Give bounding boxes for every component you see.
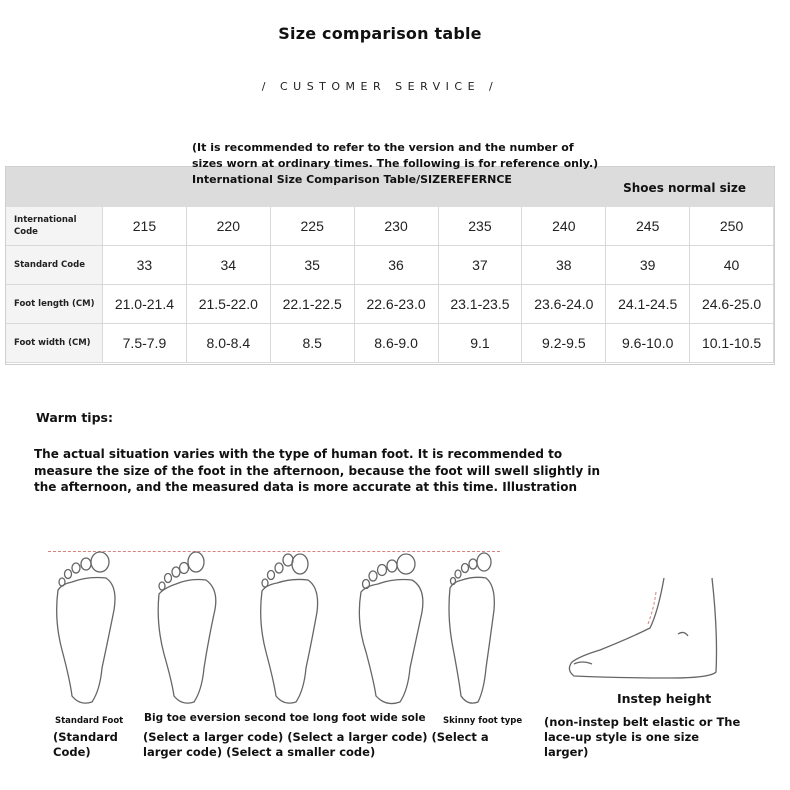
instep-height-title: Instep height: [617, 691, 712, 706]
table-cell: 8.6-9.0: [355, 324, 439, 363]
table-cell: 8.5: [271, 324, 355, 363]
code-selection-notes: (Select a larger code) (Select a larger code) (Select a larger code) (Select a smaller code): [143, 730, 489, 759]
table-cell: 240: [522, 207, 606, 246]
middle-foot-types-label: Big toe eversion second toe long foot wide sole: [144, 712, 426, 724]
table-cell: 33: [103, 246, 187, 285]
wide-sole-foot-icon: [352, 550, 436, 710]
page-subtitle: / CUSTOMER SERVICE /: [261, 80, 499, 93]
table-cell: 23.1-23.5: [439, 285, 523, 324]
table-cell: 8.0-8.4: [187, 324, 271, 363]
table-cell: 215: [103, 207, 187, 246]
skinny-foot-label: Skinny foot type: [443, 716, 523, 726]
row-label: Foot length (CM): [6, 285, 103, 324]
table-cell: 24.6-25.0: [690, 285, 774, 324]
table-row: [6, 246, 774, 285]
table-cell: 35: [271, 246, 355, 285]
table-cell: 40: [690, 246, 774, 285]
skinny-foot-icon: [440, 550, 504, 710]
table-cell: 245: [606, 207, 690, 246]
second-toe-long-foot-icon: [252, 550, 332, 710]
table-cell: 7.5-7.9: [103, 324, 187, 363]
page-title: Size comparison table: [278, 24, 482, 43]
table-cell: 9.2-9.5: [522, 324, 606, 363]
table-cell: 38: [522, 246, 606, 285]
table-cell: 9.1: [439, 324, 523, 363]
table-cell: 36: [355, 246, 439, 285]
table-cell: 37: [439, 246, 523, 285]
table-row: [6, 207, 774, 246]
table-cell: 250: [690, 207, 774, 246]
table-cell: 22.6-23.0: [355, 285, 439, 324]
table-cell: 21.5-22.0: [187, 285, 271, 324]
table-cell: 9.6-10.0: [606, 324, 690, 363]
standard-code-note: (Standard Code): [53, 730, 118, 759]
table-cell: 225: [271, 207, 355, 246]
table-header-title: Shoes normal size: [623, 181, 746, 195]
table-cell: 21.0-21.4: [103, 285, 187, 324]
table-cell: 235: [439, 207, 523, 246]
row-label: Foot width (CM): [6, 324, 103, 363]
warm-tips-title: Warm tips:: [36, 410, 113, 425]
row-label: Standard Code: [6, 246, 103, 285]
size-table: [5, 166, 775, 365]
big-toe-eversion-foot-icon: [150, 550, 230, 710]
table-cell: 24.1-24.5: [606, 285, 690, 324]
warm-tips-text: The actual situation varies with the type of human foot. It is recommended to measure the size of the foot in the afternoon, because the foot will swell slightly in the afternoon, and the measured data is more accurate at this time. Illustration: [34, 447, 601, 494]
row-label: International Code: [6, 207, 103, 246]
table-cell: 34: [187, 246, 271, 285]
table-cell: 22.1-22.5: [271, 285, 355, 324]
table-cell: 230: [355, 207, 439, 246]
instep-foot-icon: [560, 572, 720, 684]
standard-foot-label: Standard Foot: [55, 716, 124, 726]
table-row: [6, 324, 774, 363]
table-row: [6, 285, 774, 324]
reference-note: (It is recommended to refer to the version and the number of sizes worn at ordinary times. The following is for reference only.) International Size Comparison Table/SIZEREFERNCE: [192, 141, 599, 186]
instep-note: (non-instep belt elastic or The lace-up style is one size larger): [544, 715, 741, 759]
standard-foot-icon: [48, 550, 128, 710]
size-grid: [6, 207, 774, 363]
table-cell: 10.1-10.5: [690, 324, 774, 363]
table-cell: 23.6-24.0: [522, 285, 606, 324]
table-cell: 220: [187, 207, 271, 246]
table-cell: 39: [606, 246, 690, 285]
